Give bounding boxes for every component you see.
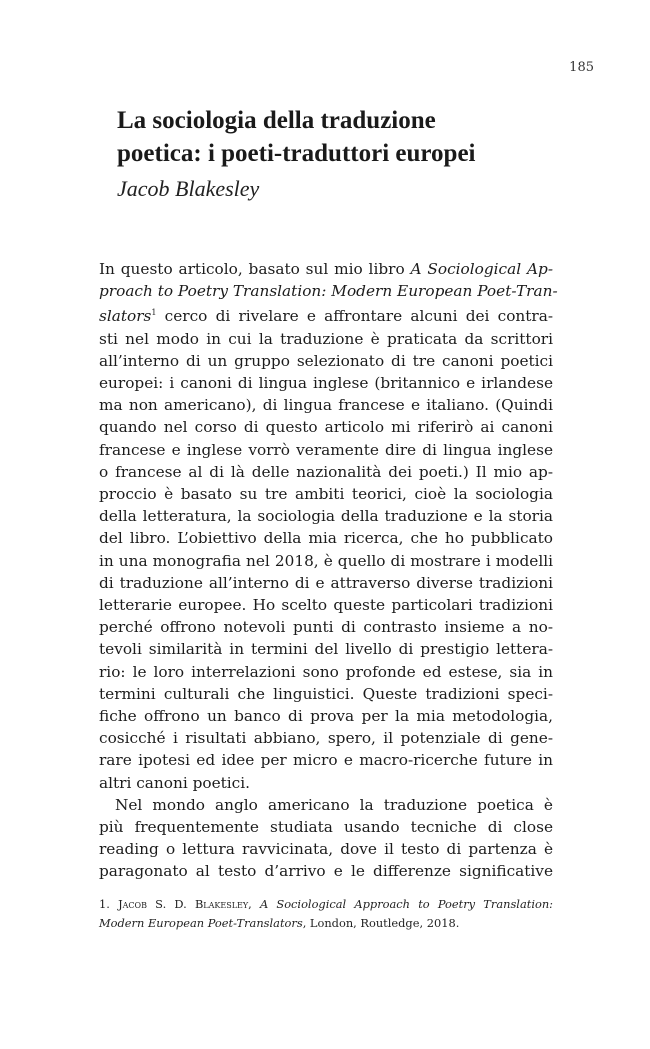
body-text-run: rio: le loro interrelazioni sono profonde ed estese, sia in bbox=[99, 662, 553, 681]
footnote-title: A Sociological Approach to Poetry Translation: bbox=[259, 897, 553, 911]
body-line bbox=[99, 594, 553, 616]
body-line bbox=[99, 527, 553, 549]
article-title-line: La sociologia della traduzione bbox=[117, 107, 436, 134]
body-text-run: in una monografia nel 2018, è quello di mostrare i modelli bbox=[99, 551, 553, 570]
footnote-number: 1. bbox=[99, 897, 110, 911]
body-line bbox=[99, 838, 553, 860]
footnote-author: Jacob S. D. Blakesley bbox=[118, 897, 249, 911]
body-text bbox=[99, 258, 558, 883]
body-text-run: di traduzione all’interno di e attraverso diverse tradizioni bbox=[99, 573, 553, 592]
italic-text: A Sociological Ap- bbox=[410, 260, 553, 278]
body-line bbox=[99, 302, 553, 327]
body-text-run: cerco di rivelare e affrontare alcuni dei contra- bbox=[156, 307, 553, 326]
page-number: 185 bbox=[569, 60, 594, 75]
body-line bbox=[99, 816, 553, 838]
body-line bbox=[99, 280, 558, 302]
body-line bbox=[99, 505, 553, 527]
body-line bbox=[99, 439, 553, 461]
body-line bbox=[99, 258, 553, 280]
body-text-run: altri canoni poetici. bbox=[99, 773, 250, 792]
body-text-run: perché offrono notevoli punti di contrasto insieme a no- bbox=[99, 618, 553, 637]
body-text-run: sti nel modo in cui la traduzione è praticata da scrittori bbox=[99, 329, 553, 348]
body-text-run: o francese al di là delle nazionalità dei poeti.) Il mio ap- bbox=[99, 462, 553, 481]
body-text-run: paragonato al testo d’arrivo e le differenze significative bbox=[99, 862, 553, 881]
body-line bbox=[99, 372, 553, 394]
body-text-run: ma non americano), di lingua francese e italiano. (Quindi bbox=[99, 396, 553, 415]
body-line bbox=[99, 749, 553, 771]
body-text-run: In questo articolo, basato sul mio libro bbox=[99, 260, 411, 278]
body-text-run: del libro. L’obiettivo della mia ricerca, che ho pubblicato bbox=[99, 529, 553, 548]
body-line bbox=[99, 705, 553, 727]
body-text-run: all’interno di un gruppo selezionato di tre canoni poetici bbox=[99, 351, 553, 370]
body-text-run: fiche offrono un banco di prova per la mia metodologia, bbox=[99, 707, 553, 726]
italic-text: proach to Poetry Translation: Modern European Poet-Tran- bbox=[99, 282, 558, 301]
body-text-run: tevoli similarità in termini del livello di prestigio lettera- bbox=[99, 640, 553, 659]
footnote-title: Modern European Poet-Translators bbox=[99, 916, 303, 930]
article-title bbox=[117, 104, 587, 170]
body-text-run: letterarie europee. Ho scelto queste particolari tradizioni bbox=[99, 596, 553, 615]
footnote bbox=[99, 895, 553, 933]
article-author: Jacob Blakesley bbox=[117, 176, 260, 201]
body-line bbox=[99, 483, 553, 505]
body-line bbox=[99, 394, 553, 416]
article-title-line: poetica: i poeti-traduttori europei bbox=[117, 140, 476, 167]
footnote-publication: , London, Routledge, 2018. bbox=[302, 916, 460, 930]
body-line bbox=[99, 461, 553, 483]
body-line bbox=[99, 661, 553, 683]
body-text-run: cosicché i risultati abbiano, spero, il potenziale di gene- bbox=[99, 729, 553, 748]
body-text-run: reading o lettura ravvicinata, dove il testo di partenza è bbox=[99, 840, 553, 859]
body-line bbox=[99, 616, 553, 638]
body-line bbox=[99, 572, 553, 594]
footnote-marker: 1 bbox=[151, 308, 157, 318]
body-line bbox=[99, 350, 553, 372]
article-header bbox=[117, 104, 587, 204]
footnote-line: 1. Jacob S. D. Blakesley, A Sociological Approach to Poetry Translation: bbox=[99, 897, 553, 911]
body-line bbox=[99, 683, 553, 705]
body-line bbox=[99, 550, 553, 572]
footnote-line bbox=[99, 914, 553, 933]
body-text-run: quando nel corso di questo articolo mi riferirò ai canoni bbox=[99, 418, 553, 437]
body-line bbox=[99, 416, 553, 438]
body-line bbox=[99, 328, 553, 350]
body-text-run: della letteratura, la sociologia della traduzione e la storia bbox=[99, 507, 553, 526]
body-line bbox=[99, 772, 553, 794]
body-line bbox=[99, 638, 553, 660]
body-text-run: europei: i canoni di lingua inglese (britannico e irlandese bbox=[99, 374, 553, 393]
italic-text: slators bbox=[99, 307, 152, 326]
body-line bbox=[99, 727, 553, 749]
body-text-run: francese e inglese vorrò veramente dire di lingua inglese bbox=[99, 440, 553, 459]
body-text-run: rare ipotesi ed idee per micro e macro-ricerche future in bbox=[99, 751, 553, 770]
body-line bbox=[99, 860, 553, 882]
body-text-run: più frequentemente studiata usando tecniche di close bbox=[99, 818, 553, 837]
body-line bbox=[99, 794, 553, 816]
body-text-run: proccio è basato su tre ambiti teorici, cioè la sociologia bbox=[99, 485, 553, 504]
body-text-run: Nel mondo anglo americano la traduzione poetica è bbox=[115, 795, 553, 814]
body-text-run: termini culturali che linguistici. Queste tradizioni speci- bbox=[99, 684, 553, 703]
